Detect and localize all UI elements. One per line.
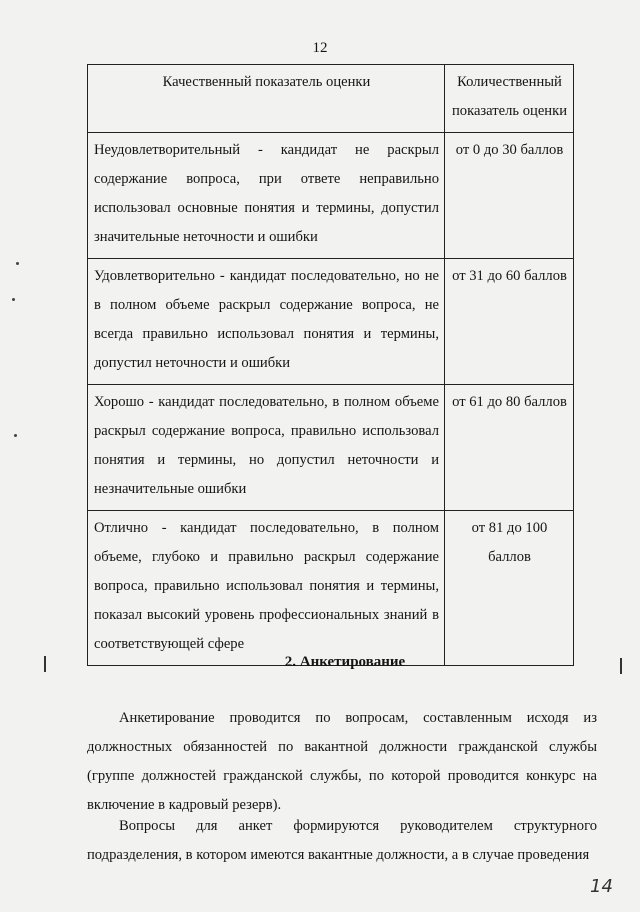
scan-speck [12,298,15,301]
grade-score-range: от 81 до 100 баллов [445,511,574,666]
table-header-row [88,65,574,133]
grading-table [87,64,574,666]
header-quantity-indicator: Количественный показатель оценки [445,65,574,133]
scan-speck [14,434,17,437]
page-number: 12 [312,40,328,56]
grade-score-range: от 31 до 60 баллов [445,259,574,385]
grade-description: Отлично - кандидат последовательно, в полном объеме, глубоко и правильно раскрыл содержание вопроса, правильно использовал понятия и термины, показал высокий уровень профессиональных знаний в соответствующей сфере [88,511,445,666]
handwritten-page-number: 14 [590,876,613,897]
header-quality-indicator: Качественный показатель оценки [88,65,445,133]
table-row [88,511,574,666]
grade-score-range: от 0 до 30 баллов [445,133,574,259]
grade-description: Хорошо - кандидат последовательно, в полном объеме раскрыл содержание вопроса, правильно использовал понятия и термины, но допустил неточности и незначительные ошибки [88,385,445,511]
scan-speck [16,262,19,265]
body-paragraph: Вопросы для анкет формируются руководителем структурного подразделения, в котором имеются вакантные должности, а в случае проведения [87,818,597,863]
grade-score-range: от 61 до 80 баллов [445,385,574,511]
scan-margin-mark [620,658,622,674]
table-row [88,259,574,385]
section-title: 2. Анкетирование [284,654,406,670]
grade-description: Удовлетворительно - кандидат последовательно, но не в полном объеме раскрыл содержание вопроса, не всегда правильно использовал понятия и термины, допустил неточности и ошибки [88,259,445,385]
table-row [88,385,574,511]
scan-margin-mark [44,656,46,672]
table-row [88,133,574,259]
grade-description: Неудовлетворительный - кандидат не раскрыл содержание вопроса, при ответе неправильно использовал основные понятия и термины, допустил значительные неточности и ошибки [88,133,445,259]
body-paragraph: Анкетирование проводится по вопросам, составленным исходя из должностных обязанностей по вакантной должности гражданской службы (группе должностей гражданской службы, по которой проводится конкурс на включение в кадровый резерв). [87,710,597,813]
